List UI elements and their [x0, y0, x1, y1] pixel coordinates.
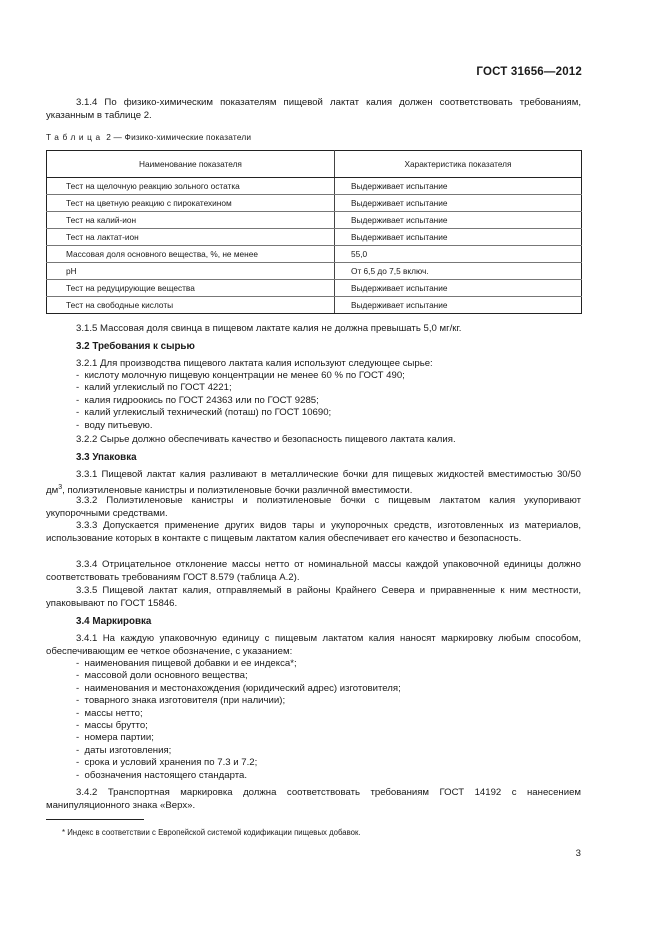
cell-value: Выдерживает испытание — [335, 229, 582, 246]
table-row — [47, 280, 582, 297]
list-item: - кислоту молочную пищевую концентрации не менее 60 % по ГОСТ 490; — [76, 370, 581, 382]
table-row — [47, 212, 582, 229]
cell-value: Выдерживает испытание — [335, 297, 582, 314]
list-item: - калия гидроокись по ГОСТ 24363 или по ГОСТ 9285; — [76, 395, 581, 407]
section-heading-3-2: 3.2 Требования к сырью — [76, 341, 195, 352]
physicochemical-table — [46, 150, 582, 314]
paragraph-3-2-2: 3.2.2 Сырье должно обеспечивать качество и безопасность пищевого лактата калия. — [76, 434, 456, 445]
list-item: - даты изготовления; — [76, 745, 581, 757]
paragraph-3-1-5: 3.1.5 Массовая доля свинца в пищевом лактате калия не должна превышать 5,0 мг/кг. — [76, 323, 462, 334]
list-item: - наименования пищевой добавки и ее индекса*; — [76, 658, 581, 670]
column-header-value: Характеристика показателя — [335, 151, 582, 178]
footnote: * Индекс в соответствии с Европейской системой кодификации пищевых добавок. — [62, 828, 361, 837]
cell-name: pH — [47, 263, 335, 280]
cell-value: Выдерживает испытание — [335, 195, 582, 212]
list-item: - массы нетто; — [76, 708, 581, 720]
cell-value: 55,0 — [335, 246, 582, 263]
standard-code-header: ГОСТ 31656—2012 — [476, 66, 582, 78]
table-caption-title: 2 — Физико-химические показатели — [103, 132, 252, 142]
list-item: - калий углекислый по ГОСТ 4221; — [76, 382, 581, 394]
cell-name: Тест на щелочную реакцию зольного остатка — [47, 178, 335, 195]
section-heading-3-3: 3.3 Упаковка — [76, 452, 137, 463]
raw-materials-list — [76, 370, 581, 432]
paragraph-3-4-2: 3.4.2 Транспортная маркировка должна соответствовать требованиям ГОСТ 14192 с нанесением манипуляционного знака «Верх». — [46, 787, 581, 812]
cell-name: Тест на свободные кислоты — [47, 297, 335, 314]
cell-value: Выдерживает испытание — [335, 212, 582, 229]
table-row — [47, 263, 582, 280]
cell-name: Тест на калий-ион — [47, 212, 335, 229]
list-item: - воду питьевую. — [76, 420, 581, 432]
cell-value: От 6,5 до 7,5 включ. — [335, 263, 582, 280]
cell-name: Тест на цветную реакцию с пирокатехином — [47, 195, 335, 212]
page-number: 3 — [575, 848, 581, 859]
list-item: - наименования и местонахождения (юридический адрес) изготовителя; — [76, 683, 581, 695]
paragraph-3-1-4: 3.1.4 По физико-химическим показателям пищевой лактат калия должен соответствовать требованиям, указанным в таблице 2. — [46, 97, 581, 122]
paragraph-3-3-2: 3.3.2 Полиэтиленовые канистры и полиэтиленовые бочки с пищевым лактатом калия укупоривают укупорочными средствами. — [46, 495, 581, 520]
list-item: - товарного знака изготовителя (при наличии); — [76, 695, 581, 707]
list-item: - калий углекислый технический (поташ) по ГОСТ 10690; — [76, 407, 581, 419]
cubic-superscript: 3 — [58, 484, 63, 492]
list-item: - обозначения настоящего стандарта. — [76, 770, 581, 782]
cell-value: Выдерживает испытание — [335, 178, 582, 195]
paragraph-3-3-3: 3.3.3 Допускается применение других видов тары и укупорочных средств, изготовленных из материалов, использование которых в контакте с пищевым лактатом калия обеспечивает его качество и безопасность. — [46, 520, 581, 545]
table-row — [47, 178, 582, 195]
paragraph-3-3-4: 3.3.4 Отрицательное отклонение массы нетто от номинальной массы каждой упаковочной единицы должно соответствовать требованиям ГОСТ 8.579 (таблица А.2). — [46, 559, 581, 584]
section-heading-3-4: 3.4 Маркировка — [76, 616, 152, 627]
list-item: - срока и условий хранения по 7.3 и 7.2; — [76, 757, 581, 769]
table-header-row — [47, 151, 582, 178]
paragraph-3-3-1-start: 3.3.1 Пищевой лактат калия разливают в металлические бочки для пищевых жидкостей вместимостью 30/50 дм — [46, 469, 581, 497]
cell-name: Тест на редуцирующие вещества — [47, 280, 335, 297]
cell-name: Тест на лактат-ион — [47, 229, 335, 246]
table-row — [47, 229, 582, 246]
column-header-name: Наименование показателя — [47, 151, 335, 178]
list-item: - номера партии; — [76, 732, 581, 744]
paragraph-3-3-5: 3.3.5 Пищевой лактат калия, отправляемый в районы Крайнего Севера и приравненные к ним местности, упаковывают по ГОСТ 15846. — [46, 585, 581, 610]
list-item: - массовой доли основного вещества; — [76, 670, 581, 682]
table-caption-prefix: Таблица — [46, 132, 104, 142]
paragraph-3-3-1-end: , полиэтиленовые канистры и полиэтиленовые бочки различной вместимости. — [62, 485, 413, 497]
paragraph-3-4-1: 3.4.1 На каждую упаковочную единицу с пищевым лактатом калия наносят маркировку любым способом, обеспечивающим ее четкое обозначение, с указанием: — [46, 633, 581, 658]
footnote-divider — [46, 819, 144, 820]
cell-name: Массовая доля основного вещества, %, не менее — [47, 246, 335, 263]
paragraph-3-2-1: 3.2.1 Для производства пищевого лактата калия используют следующее сырье: — [76, 358, 433, 369]
list-item: - массы брутто; — [76, 720, 581, 732]
table-row — [47, 195, 582, 212]
table-caption — [46, 132, 251, 142]
table-row — [47, 297, 582, 314]
table-row — [47, 246, 582, 263]
marking-list — [76, 658, 581, 782]
cell-value: Выдерживает испытание — [335, 280, 582, 297]
